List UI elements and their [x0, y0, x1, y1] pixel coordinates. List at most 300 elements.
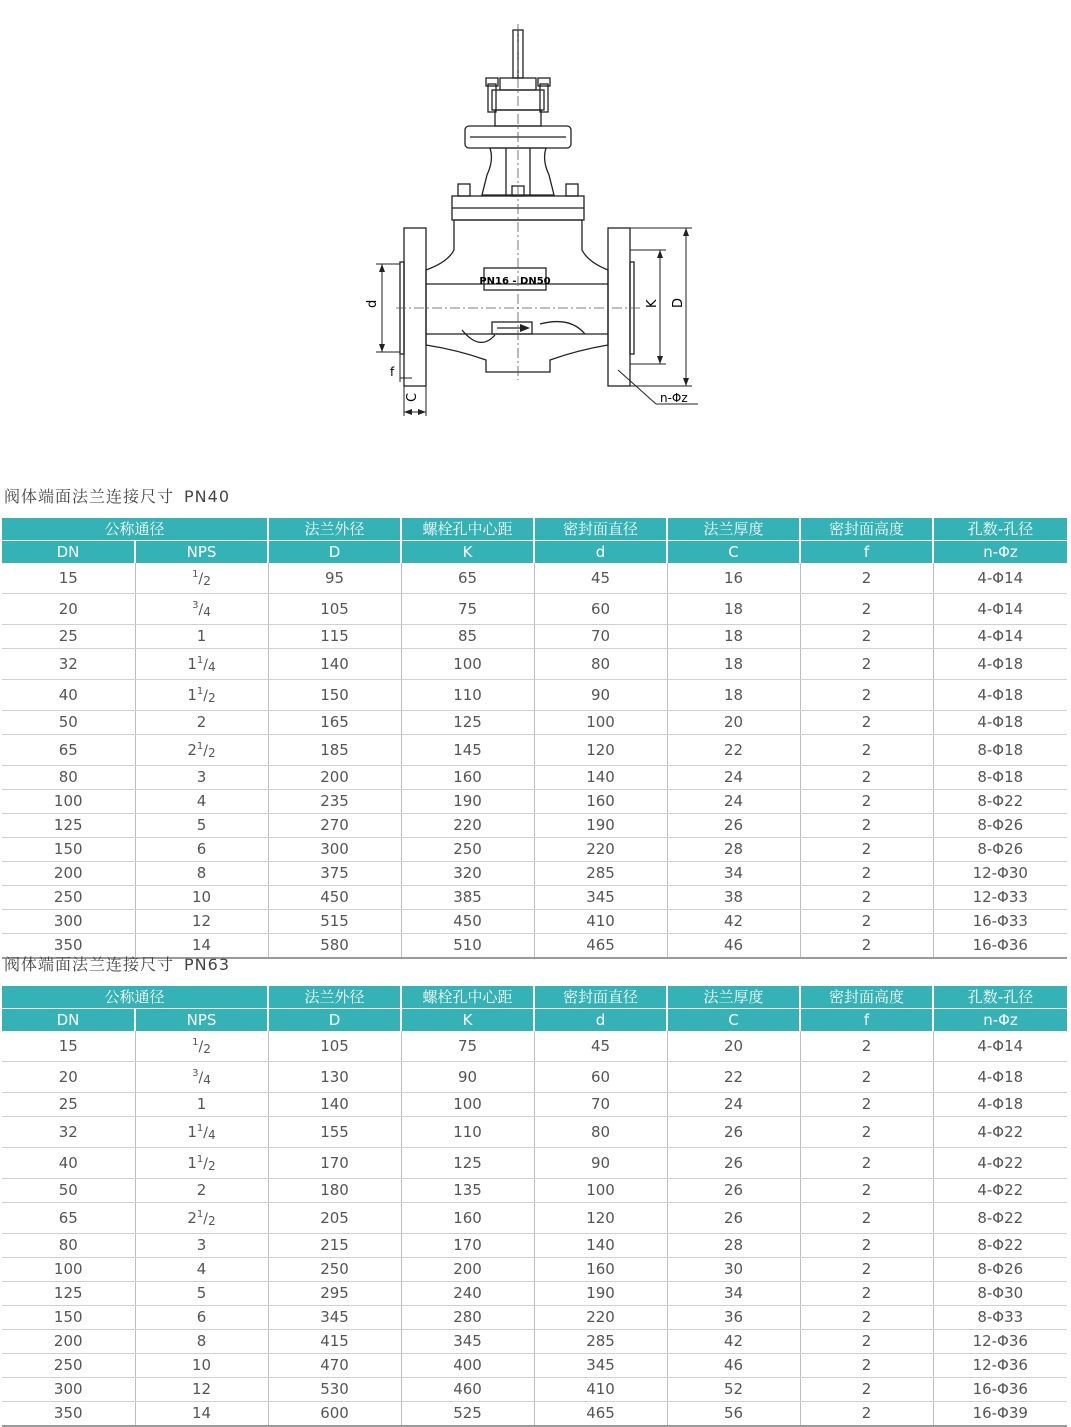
cell-bolt-circle: 100 — [401, 649, 534, 680]
cell-dn: 50 — [2, 1179, 135, 1203]
cell-seal-diameter: 285 — [534, 1330, 667, 1354]
cell-nps: 14 — [135, 934, 268, 959]
section-title-text: 阀体端面法兰连接尺寸 — [4, 487, 175, 506]
cell-dn: 100 — [2, 790, 135, 814]
header-row-symbols — [2, 541, 1067, 564]
cell-flange-od: 295 — [268, 1282, 401, 1306]
cell-dn: 40 — [2, 680, 135, 711]
cell-bolt-circle: 220 — [401, 814, 534, 838]
cell-flange-thickness: 30 — [667, 1258, 800, 1282]
cell-bolt-circle: 450 — [401, 910, 534, 934]
cell-flange-od: 140 — [268, 649, 401, 680]
cell-holes: 4-Φ14 — [933, 625, 1067, 649]
table-row — [2, 711, 1067, 735]
cell-holes: 8-Φ22 — [933, 1234, 1067, 1258]
cell-seal-diameter: 465 — [534, 934, 667, 959]
header-row-symbols — [2, 1009, 1067, 1032]
cell-nps: 2 — [135, 1179, 268, 1203]
header-dn: DN — [2, 541, 135, 564]
header-K: K — [401, 541, 534, 564]
cell-bolt-circle: 160 — [401, 766, 534, 790]
cell-flange-thickness: 46 — [667, 1354, 800, 1378]
cell-seal-diameter: 60 — [534, 1062, 667, 1093]
cell-holes: 4-Φ18 — [933, 649, 1067, 680]
cell-nps: 12 — [135, 910, 268, 934]
cell-seal-diameter: 345 — [534, 1354, 667, 1378]
cell-seal-diameter: 100 — [534, 1179, 667, 1203]
section-title-pn40 — [4, 484, 230, 507]
cell-holes: 12-Φ33 — [933, 886, 1067, 910]
cell-flange-thickness: 34 — [667, 1282, 800, 1306]
header-holes: 孔数-孔径 — [933, 986, 1067, 1009]
header-nominal-size: 公称通径 — [2, 518, 268, 541]
cell-flange-od: 170 — [268, 1148, 401, 1179]
cell-seal-height: 2 — [800, 711, 933, 735]
header-C: C — [667, 541, 800, 564]
cell-flange-thickness: 20 — [667, 711, 800, 735]
cell-flange-od: 180 — [268, 1179, 401, 1203]
header-bolt-circle: 螺栓孔中心距 — [401, 518, 534, 541]
cell-nps: $^3/_4$ — [135, 594, 268, 625]
cell-dn: 350 — [2, 1402, 135, 1427]
cell-flange-thickness: 36 — [667, 1306, 800, 1330]
cell-seal-height: 2 — [800, 1093, 933, 1117]
cell-holes: 8-Φ22 — [933, 790, 1067, 814]
cell-flange-od: 515 — [268, 910, 401, 934]
cell-seal-height: 2 — [800, 1148, 933, 1179]
cell-flange-thickness: 52 — [667, 1378, 800, 1402]
cell-flange-thickness: 46 — [667, 934, 800, 959]
header-f: f — [800, 1009, 933, 1032]
cell-nps: $1^1/_2$ — [135, 1148, 268, 1179]
table-row — [2, 649, 1067, 680]
cell-seal-diameter: 120 — [534, 735, 667, 766]
cell-bolt-circle: 75 — [401, 1031, 534, 1062]
header-row-groups — [2, 986, 1067, 1009]
cell-nps: 10 — [135, 1354, 268, 1378]
cell-dn: 80 — [2, 1234, 135, 1258]
cell-seal-height: 2 — [800, 1282, 933, 1306]
cell-nps: $1^1/_4$ — [135, 649, 268, 680]
cell-flange-od: 115 — [268, 625, 401, 649]
cell-bolt-circle: 145 — [401, 735, 534, 766]
cell-seal-diameter: 90 — [534, 1148, 667, 1179]
cell-dn: 32 — [2, 649, 135, 680]
cell-holes: 4-Φ18 — [933, 711, 1067, 735]
header-d: d — [534, 541, 667, 564]
cell-nps: 10 — [135, 886, 268, 910]
cell-dn: 65 — [2, 1203, 135, 1234]
cell-dn: 40 — [2, 1148, 135, 1179]
header-seal-diameter: 密封面直径 — [534, 986, 667, 1009]
cell-seal-height: 2 — [800, 838, 933, 862]
cell-seal-diameter: 345 — [534, 886, 667, 910]
cell-flange-thickness: 18 — [667, 680, 800, 711]
label-D: D — [671, 297, 686, 308]
cell-seal-height: 2 — [800, 1031, 933, 1062]
cell-bolt-circle: 160 — [401, 1203, 534, 1234]
cell-nps: $2^1/_2$ — [135, 735, 268, 766]
cell-holes: 4-Φ18 — [933, 680, 1067, 711]
cell-dn: 200 — [2, 862, 135, 886]
cell-bolt-circle: 240 — [401, 1282, 534, 1306]
cell-dn: 300 — [2, 1378, 135, 1402]
cell-dn: 20 — [2, 594, 135, 625]
table-row — [2, 1062, 1067, 1093]
cell-holes: 4-Φ22 — [933, 1117, 1067, 1148]
cell-dn: 32 — [2, 1117, 135, 1148]
cell-seal-diameter: 60 — [534, 594, 667, 625]
table-row — [2, 790, 1067, 814]
cell-holes: 8-Φ26 — [933, 1258, 1067, 1282]
header-D: D — [268, 541, 401, 564]
cell-nps: 1 — [135, 1093, 268, 1117]
cell-nps: $^3/_4$ — [135, 1062, 268, 1093]
cell-flange-od: 150 — [268, 680, 401, 711]
cell-seal-diameter: 45 — [534, 563, 667, 594]
cell-dn: 300 — [2, 910, 135, 934]
cell-seal-height: 2 — [800, 563, 933, 594]
cell-bolt-circle: 75 — [401, 594, 534, 625]
cell-dn: 25 — [2, 625, 135, 649]
table-row — [2, 1234, 1067, 1258]
cell-bolt-circle: 90 — [401, 1062, 534, 1093]
header-seal-height: 密封面高度 — [800, 986, 933, 1009]
cell-flange-od: 235 — [268, 790, 401, 814]
cell-seal-height: 2 — [800, 625, 933, 649]
cell-seal-diameter: 70 — [534, 1093, 667, 1117]
table-row — [2, 910, 1067, 934]
cell-flange-od: 250 — [268, 1258, 401, 1282]
cell-holes: 16-Φ33 — [933, 910, 1067, 934]
cell-seal-height: 2 — [800, 934, 933, 959]
cell-dn: 65 — [2, 735, 135, 766]
cell-flange-thickness: 26 — [667, 1117, 800, 1148]
cell-holes: 4-Φ18 — [933, 1093, 1067, 1117]
flange-table-pn40 — [2, 518, 1067, 959]
cell-flange-thickness: 22 — [667, 1062, 800, 1093]
cell-holes: 8-Φ22 — [933, 1203, 1067, 1234]
cell-dn: 15 — [2, 563, 135, 594]
cell-seal-height: 2 — [800, 1179, 933, 1203]
cell-seal-height: 2 — [800, 649, 933, 680]
cell-holes: 4-Φ18 — [933, 1062, 1067, 1093]
cell-holes: 4-Φ22 — [933, 1179, 1067, 1203]
header-D: D — [268, 1009, 401, 1032]
header-flange-thickness: 法兰厚度 — [667, 518, 800, 541]
header-C: C — [667, 1009, 800, 1032]
cell-seal-diameter: 120 — [534, 1203, 667, 1234]
table-row — [2, 1179, 1067, 1203]
cell-flange-od: 155 — [268, 1117, 401, 1148]
label-C: C — [405, 392, 420, 402]
cell-bolt-circle: 525 — [401, 1402, 534, 1427]
left-flange — [404, 228, 426, 386]
cell-flange-od: 105 — [268, 594, 401, 625]
cell-dn: 125 — [2, 814, 135, 838]
header-row-groups — [2, 518, 1067, 541]
cell-flange-od: 95 — [268, 563, 401, 594]
cell-seal-height: 2 — [800, 1203, 933, 1234]
cell-nps: 8 — [135, 862, 268, 886]
cell-flange-od: 600 — [268, 1402, 401, 1427]
cell-flange-od: 205 — [268, 1203, 401, 1234]
cell-bolt-circle: 320 — [401, 862, 534, 886]
cell-holes: 12-Φ36 — [933, 1354, 1067, 1378]
cell-dn: 15 — [2, 1031, 135, 1062]
cell-seal-height: 2 — [800, 1330, 933, 1354]
table-row — [2, 1203, 1067, 1234]
table-row — [2, 1402, 1067, 1427]
table-body — [2, 1031, 1067, 1426]
table-row — [2, 563, 1067, 594]
cell-flange-od: 300 — [268, 838, 401, 862]
header-n-phi-z: n-Φz — [933, 541, 1067, 564]
cell-nps: 12 — [135, 1378, 268, 1402]
cell-seal-diameter: 410 — [534, 910, 667, 934]
header-bolt-circle: 螺栓孔中心距 — [401, 986, 534, 1009]
cell-holes: 16-Φ36 — [933, 1378, 1067, 1402]
table-row — [2, 1330, 1067, 1354]
cell-holes: 8-Φ18 — [933, 766, 1067, 790]
cell-seal-height: 2 — [800, 1062, 933, 1093]
cell-nps: 4 — [135, 790, 268, 814]
cell-seal-height: 2 — [800, 1378, 933, 1402]
cell-flange-od: 345 — [268, 1306, 401, 1330]
cell-seal-diameter: 220 — [534, 1306, 667, 1330]
cell-seal-height: 2 — [800, 790, 933, 814]
cell-seal-height: 2 — [800, 814, 933, 838]
table-row — [2, 766, 1067, 790]
cell-nps: $^1/_2$ — [135, 1031, 268, 1062]
cell-flange-thickness: 56 — [667, 1402, 800, 1427]
cell-seal-height: 2 — [800, 594, 933, 625]
header-flange-thickness: 法兰厚度 — [667, 986, 800, 1009]
cell-dn: 200 — [2, 1330, 135, 1354]
cell-nps: 5 — [135, 1282, 268, 1306]
valve-drawing — [0, 0, 1071, 430]
right-flange — [608, 228, 630, 386]
cell-dn: 250 — [2, 1354, 135, 1378]
cell-flange-thickness: 24 — [667, 1093, 800, 1117]
cell-seal-diameter: 70 — [534, 625, 667, 649]
cell-dn: 250 — [2, 886, 135, 910]
table-row — [2, 1093, 1067, 1117]
cell-holes: 8-Φ26 — [933, 814, 1067, 838]
header-flange-od: 法兰外径 — [268, 986, 401, 1009]
table-row — [2, 838, 1067, 862]
cell-flange-od: 105 — [268, 1031, 401, 1062]
section-title-text: 阀体端面法兰连接尺寸 — [4, 955, 175, 974]
label-d: d — [365, 299, 380, 308]
cell-dn: 50 — [2, 711, 135, 735]
table-row — [2, 1378, 1067, 1402]
cell-flange-od: 450 — [268, 886, 401, 910]
header-seal-height: 密封面高度 — [800, 518, 933, 541]
cell-bolt-circle: 400 — [401, 1354, 534, 1378]
table-row — [2, 1258, 1067, 1282]
cell-seal-diameter: 80 — [534, 649, 667, 680]
table-row — [2, 814, 1067, 838]
cell-dn: 150 — [2, 838, 135, 862]
header-nps: NPS — [135, 1009, 268, 1032]
cell-seal-diameter: 465 — [534, 1402, 667, 1427]
cell-bolt-circle: 110 — [401, 1117, 534, 1148]
header-dn: DN — [2, 1009, 135, 1032]
label-K: K — [645, 299, 660, 308]
cell-holes: 4-Φ22 — [933, 1148, 1067, 1179]
cell-seal-height: 2 — [800, 1306, 933, 1330]
flange-table-pn63 — [2, 986, 1067, 1427]
cell-holes: 16-Φ39 — [933, 1402, 1067, 1427]
cell-nps: $1^1/_4$ — [135, 1117, 268, 1148]
cell-nps: 1 — [135, 625, 268, 649]
cell-seal-height: 2 — [800, 862, 933, 886]
cell-seal-diameter: 160 — [534, 1258, 667, 1282]
cell-bolt-circle: 510 — [401, 934, 534, 959]
cell-flange-thickness: 28 — [667, 838, 800, 862]
cell-bolt-circle: 385 — [401, 886, 534, 910]
cell-bolt-circle: 190 — [401, 790, 534, 814]
cell-nps: 5 — [135, 814, 268, 838]
cell-flange-thickness: 42 — [667, 910, 800, 934]
cell-nps: 6 — [135, 1306, 268, 1330]
header-flange-od: 法兰外径 — [268, 518, 401, 541]
cell-seal-height: 2 — [800, 1354, 933, 1378]
cell-nps: 6 — [135, 838, 268, 862]
cell-seal-height: 2 — [800, 1402, 933, 1427]
cell-nps: 2 — [135, 711, 268, 735]
cell-flange-thickness: 20 — [667, 1031, 800, 1062]
cell-flange-od: 165 — [268, 711, 401, 735]
cell-dn: 20 — [2, 1062, 135, 1093]
valve-body — [426, 220, 608, 372]
header-f: f — [800, 541, 933, 564]
table-row — [2, 1306, 1067, 1330]
section-title-pn63 — [4, 952, 230, 975]
header-nominal-size: 公称通径 — [2, 986, 268, 1009]
cell-seal-diameter: 90 — [534, 680, 667, 711]
cell-flange-thickness: 42 — [667, 1330, 800, 1354]
cell-flange-od: 200 — [268, 766, 401, 790]
cell-flange-od: 185 — [268, 735, 401, 766]
table-row — [2, 1148, 1067, 1179]
cell-bolt-circle: 85 — [401, 625, 534, 649]
cell-flange-od: 530 — [268, 1378, 401, 1402]
cell-seal-height: 2 — [800, 910, 933, 934]
label-holes: n-Φz — [660, 391, 688, 405]
cell-seal-diameter: 140 — [534, 766, 667, 790]
table-row — [2, 886, 1067, 910]
nameplate-text: PN16 - DN50 — [479, 276, 551, 287]
cell-bolt-circle: 200 — [401, 1258, 534, 1282]
cell-flange-thickness: 24 — [667, 766, 800, 790]
cell-holes: 8-Φ26 — [933, 838, 1067, 862]
table-row — [2, 594, 1067, 625]
cell-nps: $1^1/_2$ — [135, 680, 268, 711]
cell-flange-thickness: 22 — [667, 735, 800, 766]
table-row — [2, 862, 1067, 886]
cell-holes: 8-Φ33 — [933, 1306, 1067, 1330]
cell-seal-diameter: 410 — [534, 1378, 667, 1402]
table-body — [2, 563, 1067, 958]
cell-bolt-circle: 100 — [401, 1093, 534, 1117]
cell-holes: 4-Φ14 — [933, 594, 1067, 625]
cell-bolt-circle: 250 — [401, 838, 534, 862]
cell-seal-diameter: 140 — [534, 1234, 667, 1258]
table-row — [2, 1117, 1067, 1148]
cell-bolt-circle: 135 — [401, 1179, 534, 1203]
cell-seal-height: 2 — [800, 1117, 933, 1148]
cell-seal-height: 2 — [800, 680, 933, 711]
cell-bolt-circle: 110 — [401, 680, 534, 711]
cell-bolt-circle: 125 — [401, 711, 534, 735]
cell-flange-od: 415 — [268, 1330, 401, 1354]
cell-holes: 8-Φ30 — [933, 1282, 1067, 1306]
cell-seal-height: 2 — [800, 1258, 933, 1282]
cell-flange-od: 215 — [268, 1234, 401, 1258]
cell-holes: 4-Φ14 — [933, 1031, 1067, 1062]
cell-flange-od: 580 — [268, 934, 401, 959]
cell-flange-thickness: 16 — [667, 563, 800, 594]
cell-flange-thickness: 38 — [667, 886, 800, 910]
flow-arrow-icon — [520, 324, 530, 332]
cell-nps: 14 — [135, 1402, 268, 1427]
cell-dn: 125 — [2, 1282, 135, 1306]
pressure-rating: PN63 — [184, 955, 230, 974]
cell-nps: $2^1/_2$ — [135, 1203, 268, 1234]
cell-dn: 350 — [2, 934, 135, 959]
cell-dn: 100 — [2, 1258, 135, 1282]
cell-nps: 3 — [135, 766, 268, 790]
cell-flange-thickness: 34 — [667, 862, 800, 886]
cell-seal-height: 2 — [800, 886, 933, 910]
cell-seal-diameter: 220 — [534, 838, 667, 862]
cell-bolt-circle: 345 — [401, 1330, 534, 1354]
cell-flange-thickness: 18 — [667, 649, 800, 680]
cell-dn: 150 — [2, 1306, 135, 1330]
cell-flange-od: 470 — [268, 1354, 401, 1378]
cell-nps: $^1/_2$ — [135, 563, 268, 594]
header-d: d — [534, 1009, 667, 1032]
header-nps: NPS — [135, 541, 268, 564]
cell-seal-diameter: 285 — [534, 862, 667, 886]
table-row — [2, 625, 1067, 649]
table-row — [2, 1354, 1067, 1378]
cell-bolt-circle: 280 — [401, 1306, 534, 1330]
header-n-phi-z: n-Φz — [933, 1009, 1067, 1032]
table-row — [2, 1282, 1067, 1306]
pressure-rating: PN40 — [184, 487, 230, 506]
cell-flange-thickness: 26 — [667, 814, 800, 838]
cell-nps: 3 — [135, 1234, 268, 1258]
cell-seal-diameter: 45 — [534, 1031, 667, 1062]
cell-seal-diameter: 100 — [534, 711, 667, 735]
cell-flange-od: 140 — [268, 1093, 401, 1117]
cell-seal-height: 2 — [800, 735, 933, 766]
cell-holes: 8-Φ18 — [933, 735, 1067, 766]
cell-flange-thickness: 26 — [667, 1203, 800, 1234]
cell-flange-od: 270 — [268, 814, 401, 838]
cell-flange-thickness: 28 — [667, 1234, 800, 1258]
cell-flange-thickness: 26 — [667, 1179, 800, 1203]
cell-dn: 25 — [2, 1093, 135, 1117]
cell-holes: 12-Φ36 — [933, 1330, 1067, 1354]
header-holes: 孔数-孔径 — [933, 518, 1067, 541]
cell-holes: 16-Φ36 — [933, 934, 1067, 959]
label-f: f — [390, 365, 395, 379]
cell-flange-thickness: 18 — [667, 594, 800, 625]
